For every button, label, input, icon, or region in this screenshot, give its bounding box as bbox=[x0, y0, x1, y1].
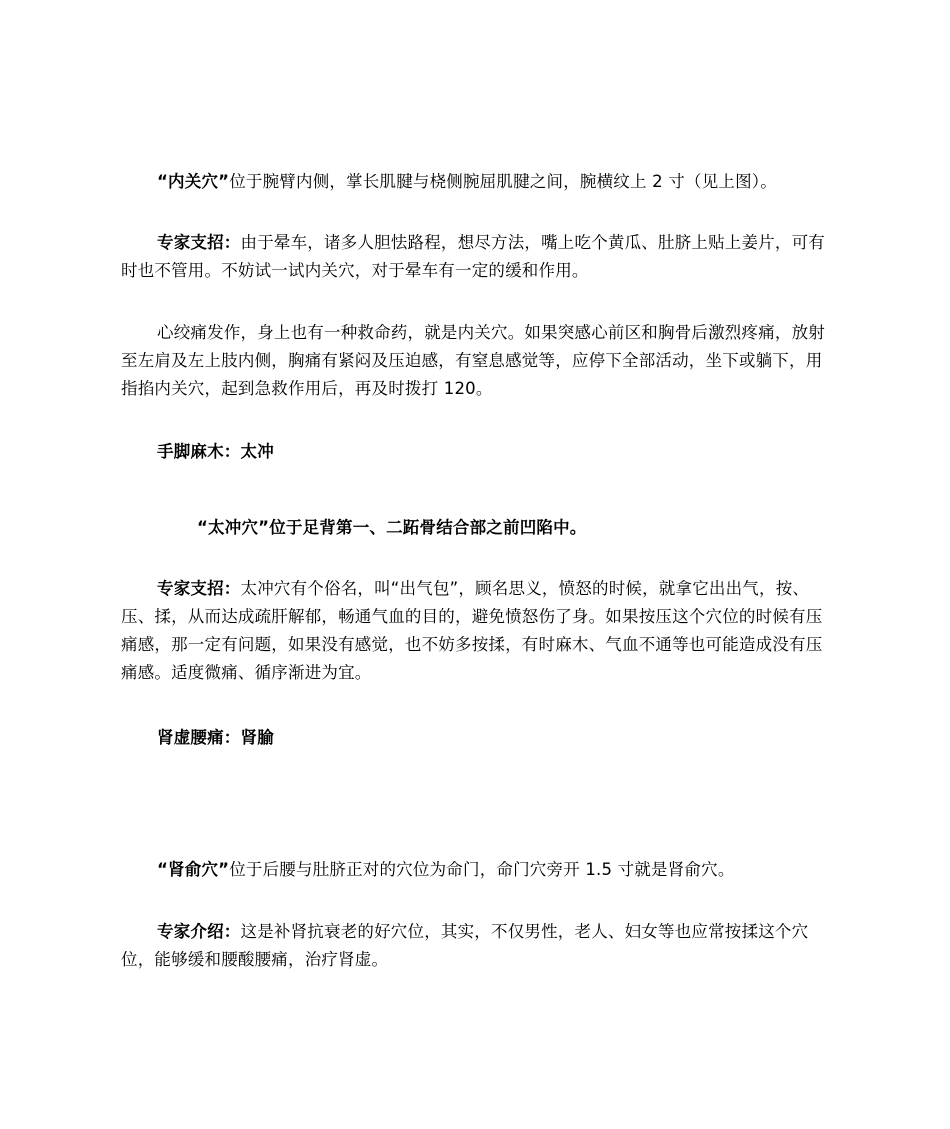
paragraph-shenshu-expert bbox=[121, 918, 833, 974]
acupoint-name-shenshu: “肾俞穴” bbox=[157, 860, 230, 879]
paragraph-text: 这是补肾抗衰老的好穴位，其实，不仅男性，老人、妇女等也应常按揉这个穴位，能够缓和腰酸腰痛，治疗肾虚。 bbox=[121, 922, 809, 969]
section-heading-taichong: 手脚麻木：太冲 bbox=[157, 442, 274, 461]
paragraph-text: 位于腕臂内侧，掌长肌腱与桡侧腕屈肌腱之间，腕横纹上 2 寸（见上图）。 bbox=[229, 172, 777, 191]
paragraph-motion-sickness-tip bbox=[121, 229, 833, 285]
paragraph-neiguan-location bbox=[121, 168, 833, 196]
paragraph-text: 太冲穴有个俗名，叫“出气包”，顾名思义，愤怒的时候，就拿它出出气，按、压、揉，从而达成疏肝解郁，畅通气血的目的，避免愤怒伤了身。如果按压这个穴位的时候有压痛感，那一定有问题，如果没有感觉，也不妨多按揉，有时麻木、气血不通等也可能造成没有压痛感。适度微痛、循序渐进为宜。 bbox=[121, 579, 823, 682]
expert-tip-label: 专家支招： bbox=[157, 233, 241, 252]
paragraph-text: 由于晕车，诸多人胆怯路程，想尽方法，嘴上吃个黄瓜、肚脐上贴上姜片，可有时也不管用。不妨试一试内关穴，对于晕车有一定的缓和作用。 bbox=[121, 233, 825, 280]
paragraph-shenshu-location bbox=[121, 856, 833, 884]
acupoint-name-neiguan: “内关穴” bbox=[157, 172, 230, 191]
paragraph-taichong-tip bbox=[121, 575, 833, 687]
paragraph-text: 心绞痛发作，身上也有一种救命药，就是内关穴。如果突感心前区和胸骨后激烈疼痛，放射至左肩及左上肢内侧，胸痛有紧闷及压迫感，有窒息感觉等，应停下全部活动，坐下或躺下，用指掐内关穴，起到急救作用后，再及时拨打 120。 bbox=[121, 323, 825, 398]
expert-tip-label: 专家支招： bbox=[157, 579, 241, 598]
paragraph-angina-tip bbox=[121, 319, 833, 403]
acupoint-taichong-location: “太冲穴”位于足背第一、二跖骨结合部之前凹陷中。 bbox=[197, 518, 587, 537]
expert-intro-label: 专家介绍： bbox=[157, 922, 241, 941]
paragraph-text: 位于后腰与肚脐正对的穴位为命门，命门穴旁开 1.5 寸就是肾俞穴。 bbox=[229, 860, 735, 879]
section-heading-shenshu: 肾虚腰痛：肾腧 bbox=[157, 728, 274, 747]
